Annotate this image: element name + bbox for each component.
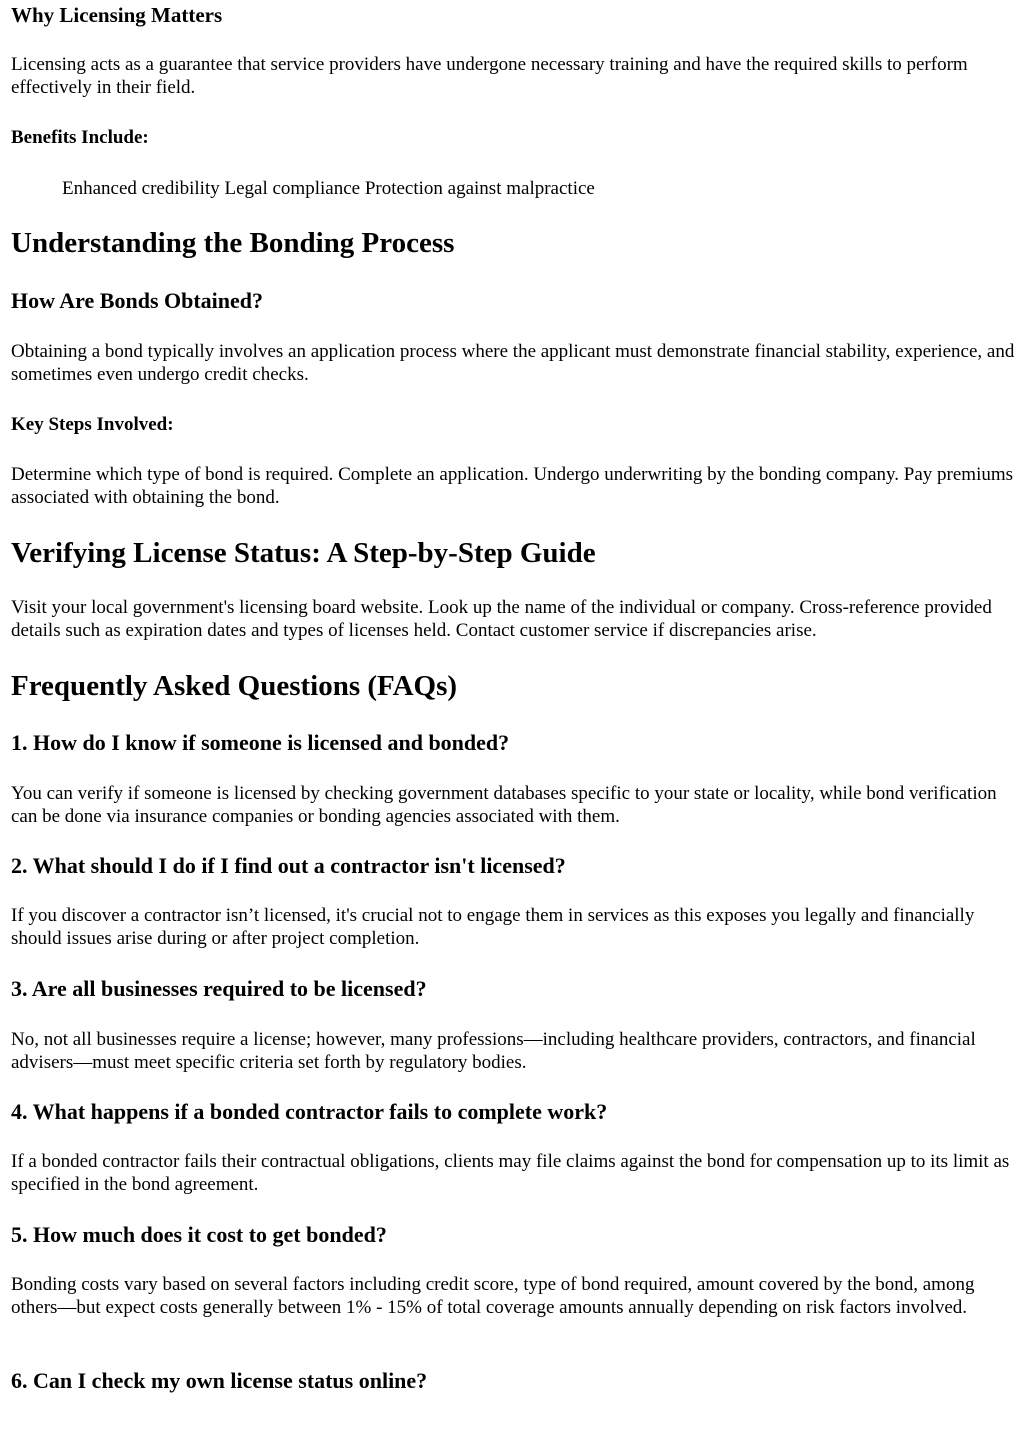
verifying-paragraph: Visit your local government's licensing board website. Look up the name of the individual or company. Cross-reference provided details such as expiration dates and types of licenses held. Contact customer service if discrepancies arise. bbox=[11, 597, 992, 641]
faq-question: 3. Are all businesses required to be licensed? bbox=[11, 976, 427, 1001]
faq-question: 4. What happens if a bonded contractor fails to complete work? bbox=[11, 1099, 608, 1124]
faq-question: 5. How much does it cost to get bonded? bbox=[11, 1222, 387, 1247]
key-steps-heading: Key Steps Involved: bbox=[11, 414, 174, 435]
key-steps-text: Determine which type of bond is required. Complete an application. Undergo underwriting by the bonding company. Pay premiums associated with obtaining the bond. bbox=[11, 464, 1014, 508]
faq-answer: If you discover a contractor isn’t licensed, it's crucial not to engage them in services as this exposes you legally and financially should issues arise during or after project completion. bbox=[11, 905, 975, 949]
benefits-list: Enhanced credibility Legal compliance Protection against malpractice bbox=[62, 178, 595, 199]
faqs-heading: Frequently Asked Questions (FAQs) bbox=[11, 670, 458, 702]
faq-question: 2. What should I do if I find out a contractor isn't licensed? bbox=[11, 853, 566, 878]
benefits-heading: Benefits Include: bbox=[11, 127, 149, 148]
licensing-paragraph: Licensing acts as a guarantee that service providers have undergone necessary training and have the required skills to perform effectively in their field. bbox=[11, 54, 968, 98]
bonding-paragraph: Obtaining a bond typically involves an application process where the applicant must demonstrate financial stability, experience, and sometimes even undergo credit checks. bbox=[11, 341, 1015, 385]
faq-answer: Bonding costs vary based on several factors including credit score, type of bond required, amount covered by the bond, among others—but expect costs generally between 1% - 15% of total coverage amounts annually depending on risk factors involved. bbox=[11, 1274, 975, 1318]
bonds-obtained-heading: How Are Bonds Obtained? bbox=[11, 288, 264, 313]
faq-answer: You can verify if someone is licensed by checking government databases specific to your state or locality, while bond verification can be done via insurance companies or bonding agencies associated with them. bbox=[11, 783, 997, 827]
verifying-heading: Verifying License Status: A Step-by-Step Guide bbox=[11, 537, 596, 569]
bonding-heading: Understanding the Bonding Process bbox=[11, 227, 455, 259]
faq-answer: No, not all businesses require a license; however, many professions—including healthcare providers, contractors, and financial advisers—must meet specific criteria set forth by regulatory bodies. bbox=[11, 1029, 976, 1073]
faq-question: 1. How do I know if someone is licensed and bonded? bbox=[11, 730, 510, 755]
faq-answer: If a bonded contractor fails their contractual obligations, clients may file claims against the bond for compensation up to its limit as specified in the bond agreement. bbox=[11, 1151, 1010, 1195]
faq-question: 6. Can I check my own license status online? bbox=[11, 1368, 428, 1393]
licensing-heading: Why Licensing Matters bbox=[11, 3, 223, 27]
